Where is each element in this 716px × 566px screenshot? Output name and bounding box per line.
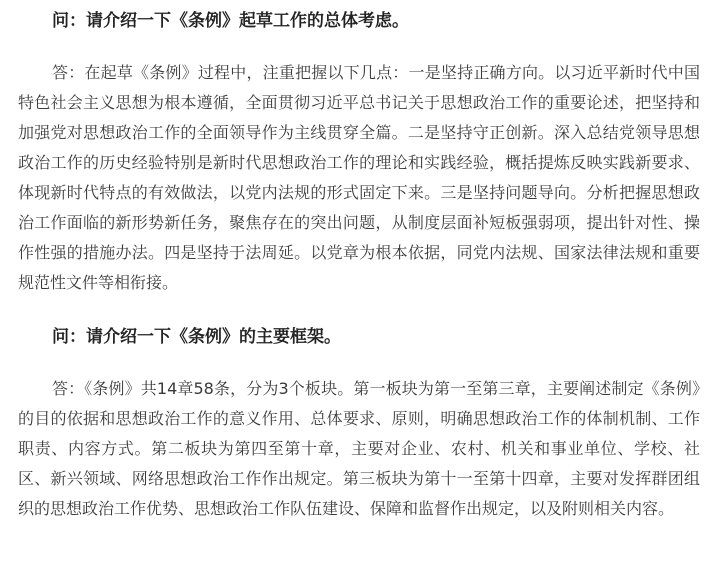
question-heading-drafting-considerations: 问：请介绍一下《条例》起草工作的总体考虑。 [52, 11, 409, 31]
answer-paragraph-drafting-considerations: 答：在起草《条例》过程中，注重把握以下几点：一是坚持正确方向。以习近平新时代中国特色社会主义思想为根本遵循，全面贯彻习近平总书记关于思想政治工作的重要论述，把坚持和加强党对思想政治工作的全面领导作为主线贯穿全篇。二是坚持守正创新。深入总结党领导思想政治工作的历史经验特别是新时代思想政治工作的理论和实践经验，概括提炼反映实践新要求、体现新时代特点的有效做法，以党内法规的形式固定下来。三是坚持问题导向。分析把握思想政治工作面临的新形势新任务，聚焦存在的突出问题，从制度层面补短板强弱项，提出针对性、操作性强的措施办法。四是坚持于法周延。以党章为根本依据，同党内法规、国家法律法规和重要规范性文件等相衔接。 [18, 63, 700, 292]
answer-paragraph-main-framework: 答：《条例》共14章58条，分为3个板块。第一板块为第一至第三章，主要阐述制定《条例》的目的依据和思想政治工作的意义作用、总体要求、原则，明确思想政治工作的体制机制、工作职责、内容方式。第二板块为第四至第十章，主要对企业、农村、机关和事业单位、学校、社区、新兴领域、网络思想政治工作作出规定。第三板块为第十一至第十四章，主要对发挥群团组织的思想政治工作优势、思想政治工作队伍建设、保障和监督作出规定，以及附则相关内容。 [18, 379, 700, 518]
question-heading-main-framework: 问：请介绍一下《条例》的主要框架。 [52, 327, 341, 347]
